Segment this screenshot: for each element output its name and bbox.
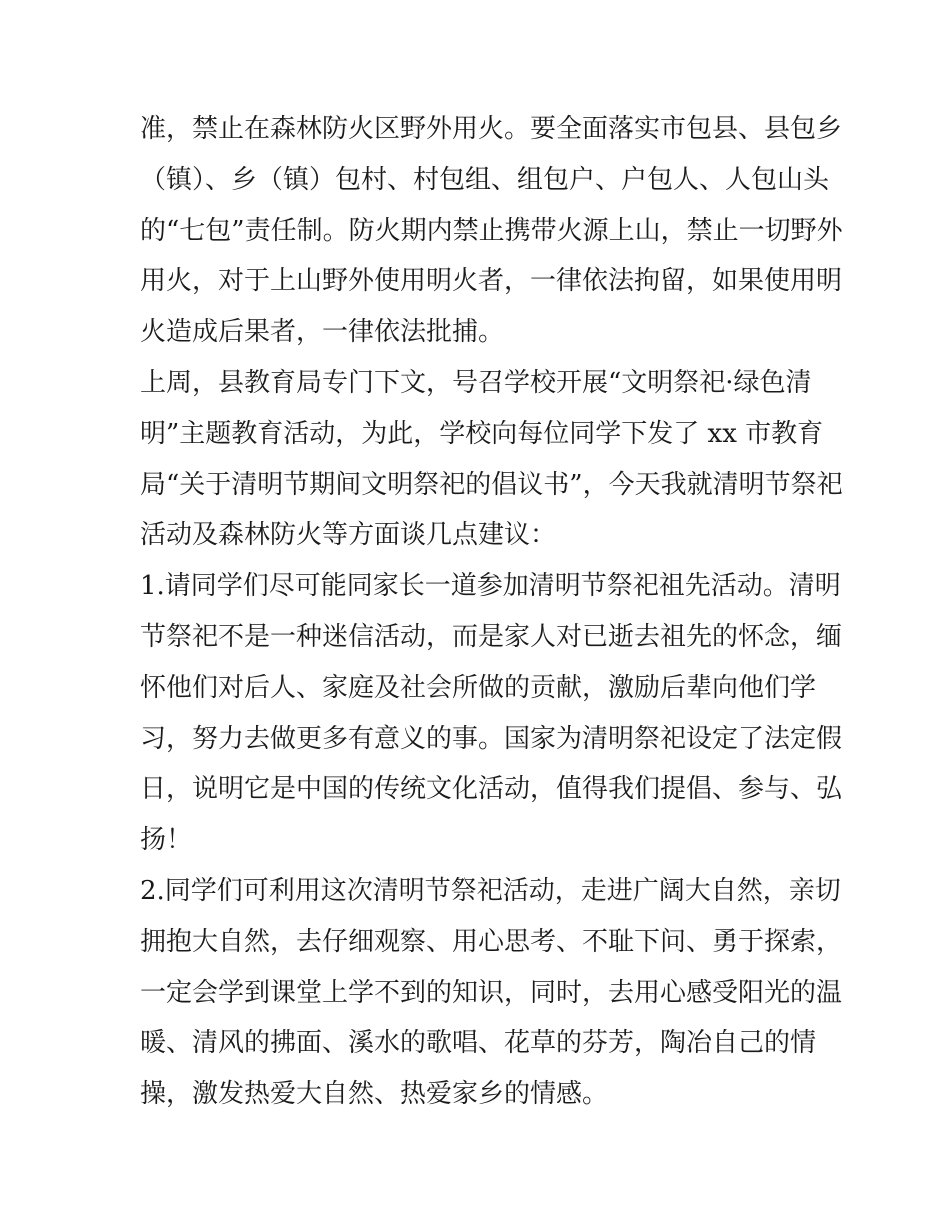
text-line: 操，激发热爱大自然、热爱家乡的情感。 bbox=[140, 1079, 609, 1110]
text-line: 2.同学们可利用这次清明节祭祀活动，走进广阔大自然，亲切 bbox=[140, 875, 841, 906]
text-line: 日，说明它是中国的传统文化活动，值得我们提倡、参与、弘 bbox=[140, 774, 843, 805]
text-line: 拥抱大自然，去仔细观察、用心思考、不耻下问、勇于探索， bbox=[140, 926, 843, 957]
text-line: 明”主题教育活动，为此，学校向每位同学下发了 xx 市教育 bbox=[140, 418, 824, 449]
text-line: 怀他们对后人、家庭及社会所做的贡献，激励后辈向他们学 bbox=[140, 672, 817, 703]
text-line: 扬！ bbox=[140, 825, 193, 856]
text-line: 用火，对于上山野外使用明火者，一律依法拘留，如果使用明 bbox=[140, 266, 843, 297]
text-line: 习，努力去做更多有意义的事。国家为清明祭祀设定了法定假 bbox=[140, 723, 843, 754]
text-line: 准，禁止在森林防火区野外用火。要全面落实市包县、县包乡 bbox=[140, 114, 843, 144]
text-line: 上周，县教育局专门下文，号召学校开展“文明祭祀·绿色清 bbox=[140, 367, 812, 398]
paragraph-education-bureau bbox=[140, 358, 843, 561]
text-line: 一定会学到课堂上学不到的知识，同时，去用心感受阳光的温 bbox=[140, 977, 843, 1008]
paragraph-suggestion-1 bbox=[140, 561, 843, 866]
text-line: 火造成后果者，一律依法批捕。 bbox=[140, 317, 505, 348]
text-line: 节祭祀不是一种迷信活动，而是家人对已逝去祖先的怀念，缅 bbox=[140, 621, 843, 652]
text-line: 局“关于清明节期间文明祭祀的倡议书”，今天我就清明节祭祀 bbox=[140, 469, 843, 500]
text-line: 活动及森林防火等方面谈几点建议： bbox=[140, 520, 557, 551]
text-line: 1.请同学们尽可能同家长一道参加清明节祭祀祖先活动。清明 bbox=[140, 571, 841, 602]
text-line: 的“七包”责任制。防火期内禁止携带火源上山，禁止一切野外 bbox=[140, 215, 843, 246]
paragraph-suggestion-2 bbox=[140, 866, 843, 1120]
text-line: （镇）、乡（镇）包村、村包组、组包户、户包人、人包山头 bbox=[140, 164, 830, 195]
text-line: 暖、清风的拂面、溪水的歌唱、花草的芬芳，陶冶自己的情 bbox=[140, 1028, 817, 1059]
document-body bbox=[140, 104, 843, 1120]
paragraph-fire-ban bbox=[140, 104, 843, 358]
